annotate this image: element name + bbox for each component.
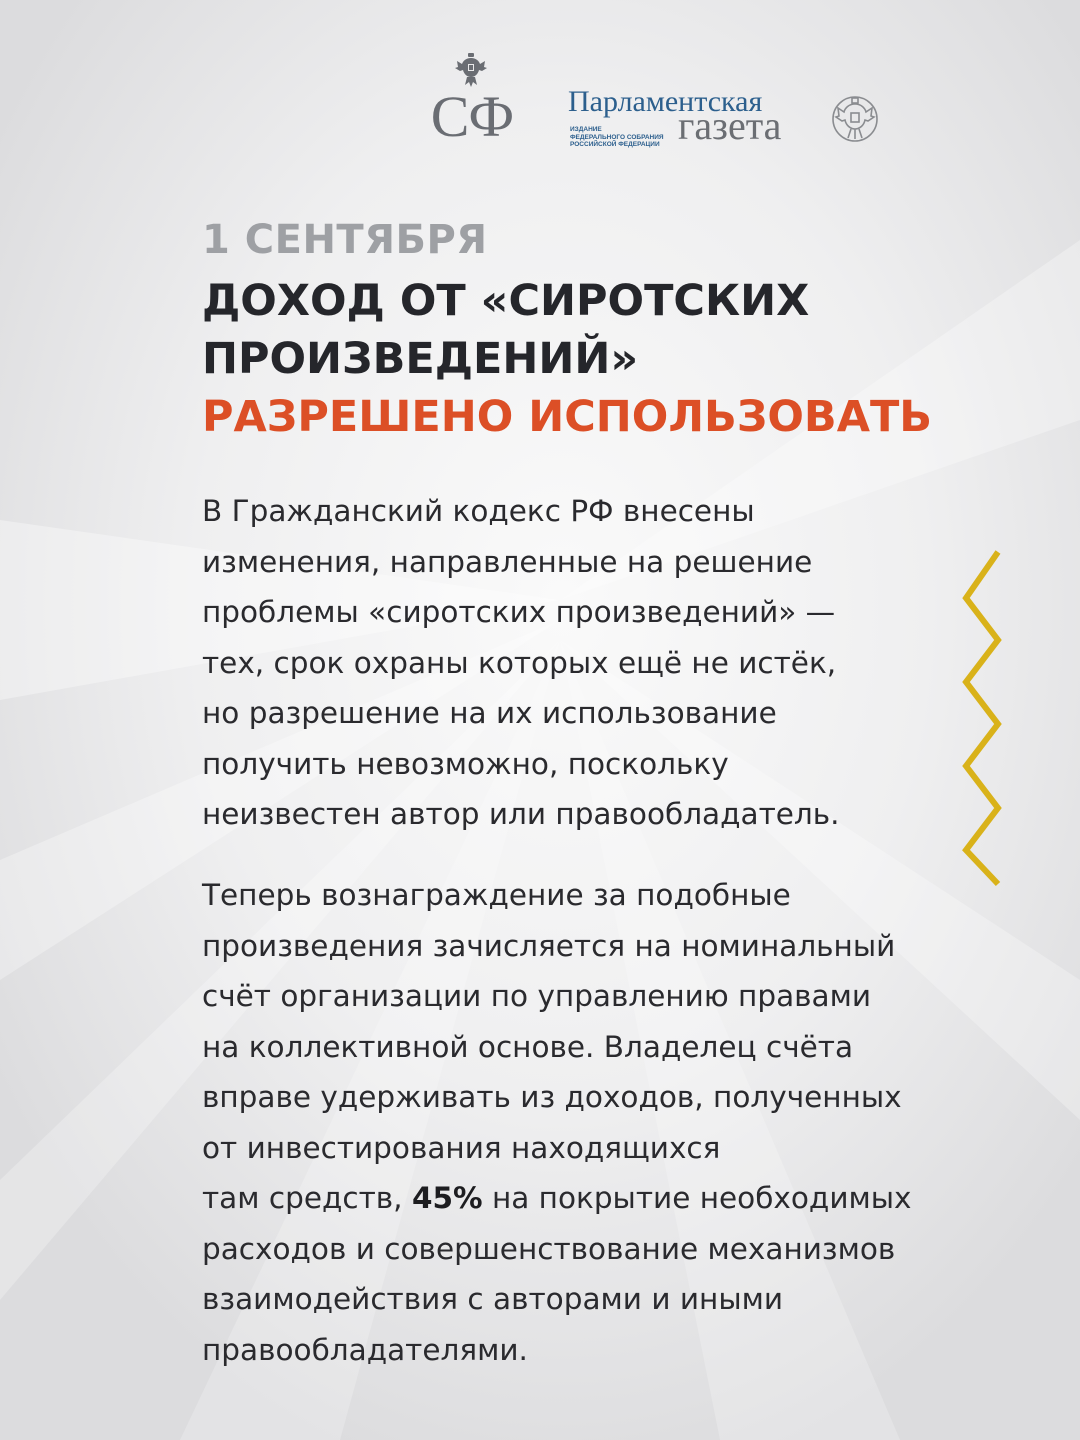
pg-title-line2: газета: [678, 103, 782, 148]
headline: [202, 272, 1002, 388]
pg-subtitle-line: ИЗДАНИЕ: [570, 126, 602, 133]
paragraph-line: произведения зачисляется на номинальный: [202, 928, 896, 963]
text-fragment: на покрытие необходимых: [482, 1181, 912, 1215]
sf-letters: СФ: [430, 84, 514, 149]
pg-title-line1: Парламентская: [568, 85, 763, 118]
text-fragment: там средств,: [202, 1181, 412, 1215]
paragraph-line: вправе удерживать из доходов, полученных: [202, 1080, 902, 1114]
paragraph-line: изменения, направленные на решение: [202, 544, 813, 579]
paragraph-line: взаимодействия с авторами и иными: [202, 1282, 784, 1316]
pg-subtitle-line: РОССИЙСКОЙ ФЕДЕРАЦИИ: [570, 141, 660, 148]
pg-subtitle-line: ФЕДЕРАЛЬНОГО СОБРАНИЯ: [570, 133, 664, 141]
headline-accent: РАЗРЕШЕНО ИСПОЛЬЗОВАТЬ: [202, 392, 933, 442]
pg-subtitle: [570, 126, 670, 149]
paragraph-line-mixed: [202, 1173, 912, 1224]
double-headed-eagle-icon: [830, 92, 880, 144]
paragraph-line: но разрешение на их использование: [202, 696, 777, 730]
paragraph-line: счёт организации по управлению правами: [202, 979, 872, 1013]
paragraph-line: получить невозможно, поскольку: [202, 746, 729, 781]
paragraph-line: В Гражданский кодекс РФ внесены: [202, 494, 755, 528]
zigzag-decoration-icon: [958, 548, 1008, 888]
paragraph-line: правообладателями.: [202, 1332, 528, 1367]
double-headed-eagle-icon: [453, 52, 489, 88]
parlamentskaya-gazeta-logo: [568, 86, 888, 156]
paragraph-line: расходов и совершенствование механизмов: [202, 1231, 896, 1266]
headline-line: ПРОИЗВЕДЕНИЙ»: [202, 334, 639, 384]
highlight-percent: 45%: [411, 1181, 483, 1215]
paragraph-2: [202, 870, 912, 1375]
paragraph-1: [202, 486, 840, 840]
paragraph-line: Теперь вознаграждение за подобные: [202, 878, 791, 912]
paragraph-line: от инвестирования находящихся: [202, 1130, 721, 1165]
paragraph-line: на коллективной основе. Владелец счёта: [202, 1029, 854, 1064]
paragraph-line: неизвестен автор или правообладатель.: [202, 797, 840, 831]
sf-logo: [410, 52, 534, 152]
article-header: [202, 212, 1002, 446]
date-label: 1 СЕНТЯБРЯ: [202, 217, 488, 263]
paragraph-line: проблемы «сиротских произведений» —: [202, 595, 836, 629]
header-logos: [0, 0, 1080, 200]
headline-line: ДОХОД ОТ «СИРОТСКИХ: [202, 276, 810, 326]
paragraph-line: тех, срок охраны которых ещё не истёк,: [202, 645, 837, 680]
